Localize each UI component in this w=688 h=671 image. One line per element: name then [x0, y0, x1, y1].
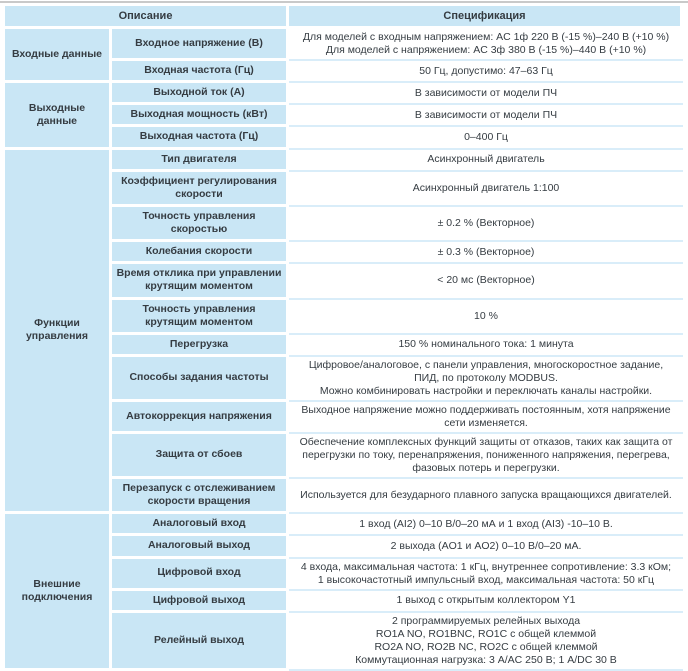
value-line: сети изменяется. — [444, 416, 528, 429]
value-line: 0–400 Гц — [464, 130, 508, 143]
param-name-cell: Входная частота (Гц) — [112, 61, 289, 83]
page-top-divider — [0, 1, 688, 3]
spec-value-cell — [289, 83, 683, 105]
group-cell-control-functions: Функции управления — [5, 150, 112, 515]
value-line: ПИД, по протоколу MODBUS. — [414, 371, 558, 384]
specification-table — [5, 6, 683, 671]
value-line: ± 0.2 % (Векторное) — [437, 217, 535, 230]
spec-value-cell — [289, 434, 683, 479]
value-line: В зависимости от модели ПЧ — [414, 86, 558, 99]
value-line: Коммутационная нагрузка: 3 А/AC 250 В; 1 А/DC 30 В — [355, 653, 617, 666]
value-line: RO2A NO, RO2B NC, RO2C с общей клеммой — [374, 640, 598, 653]
value-line: 50 Гц, допустимо: 47–63 Гц — [419, 64, 553, 77]
param-name-cell: Тип двигателя — [112, 150, 289, 172]
value-line: RO1A NO, RO1BNC, RO1C с общей клеммой — [375, 627, 597, 640]
param-name-cell: Автокоррекция напряжения — [112, 402, 289, 434]
param-name-cell: Колебания скорости — [112, 242, 289, 264]
spec-value-cell — [289, 335, 683, 357]
value-line: 1 высокочастотный импульсный вход, максимальная частота: 50 кГц — [317, 573, 655, 586]
param-name-cell: Входное напряжение (В) — [112, 29, 289, 61]
param-name-cell: Точность управления крутящим моментом — [112, 300, 289, 335]
header-row — [5, 6, 683, 29]
spec-value-cell — [289, 559, 683, 591]
value-line: Цифровое/аналоговое, с панели управления, многоскоростное задание, — [308, 358, 664, 371]
param-name-cell: Цифровой выход — [112, 591, 289, 613]
value-line: Асинхронный двигатель — [427, 153, 545, 166]
value-line: Выходное напряжение можно поддерживать постоянным, хотя напряжение — [301, 403, 671, 416]
table-row — [5, 514, 683, 536]
spec-value-cell — [289, 357, 683, 402]
group-cell-output-data: Выходные данные — [5, 83, 112, 149]
spec-value-cell — [289, 207, 683, 242]
param-name-cell: Аналоговый выход — [112, 536, 289, 558]
param-name-cell: Коэффициент регулирования скорости — [112, 172, 289, 207]
value-line: В зависимости от модели ПЧ — [414, 108, 558, 121]
column-header-description: Описание — [5, 6, 289, 29]
value-line: 10 % — [474, 309, 498, 322]
table-row — [5, 29, 683, 61]
spec-value-cell — [289, 150, 683, 172]
value-line: 2 выхода (AO1 и AO2) 0–10 В/0–20 мА. — [390, 539, 582, 552]
param-name-cell: Точность управления скоростью — [112, 207, 289, 242]
spec-value-cell — [289, 536, 683, 558]
table-row — [5, 83, 683, 105]
param-name-cell: Выходная мощность (кВт) — [112, 105, 289, 127]
value-line: 2 программируемых релейных выхода — [391, 614, 581, 627]
value-line: < 20 мс (Векторное) — [437, 274, 535, 287]
spec-value-cell — [289, 172, 683, 207]
param-name-cell: Перезапуск с отслеживанием скорости вращения — [112, 479, 289, 514]
value-line: Для моделей с входным напряжением: AC 1ф 220 В (-15 %)–240 В (+10 %) — [302, 31, 670, 43]
spec-value-cell — [289, 300, 683, 335]
param-name-cell: Выходная частота (Гц) — [112, 127, 289, 149]
value-line: Обеспечение комплексных функций защиты от отказов, таких как защита от — [299, 435, 673, 448]
value-line: ± 0.3 % (Векторное) — [437, 245, 535, 258]
param-name-cell: Защита от сбоев — [112, 434, 289, 479]
spec-value-cell — [289, 242, 683, 264]
spec-value-cell — [289, 479, 683, 514]
spec-value-cell — [289, 127, 683, 149]
spec-value-cell — [289, 591, 683, 613]
spec-value-cell — [289, 61, 683, 83]
param-name-cell: Выходной ток (А) — [112, 83, 289, 105]
param-name-cell: Аналоговый вход — [112, 514, 289, 536]
param-name-cell: Время отклика при управлении крутящим моментом — [112, 264, 289, 299]
value-line: Можно комбинировать настройки и переключать каналы настройки. — [319, 384, 653, 397]
spec-value-cell — [289, 264, 683, 299]
param-name-cell: Релейный выход — [112, 613, 289, 671]
spec-value-cell — [289, 29, 683, 61]
group-cell-input-data: Входные данные — [5, 29, 112, 83]
spec-value-cell — [289, 105, 683, 127]
value-line: Для моделей с напряжением: AC 3ф 380 В (-15 %)–440 В (+10 %) — [325, 44, 647, 57]
group-cell-external-connections: Внешние подключения — [5, 514, 112, 670]
value-line: 4 входа, максимальная частота: 1 кГц, внутреннее сопротивление: 3.3 кОм; — [300, 560, 672, 573]
value-line: фазовых потерь и перегрузки. — [412, 462, 560, 475]
value-line: 150 % номинального тока: 1 минута — [398, 338, 574, 351]
spec-value-cell — [289, 514, 683, 536]
param-name-cell: Цифровой вход — [112, 559, 289, 591]
value-line: Используется для безударного плавного запуска вращающихся двигателей. — [300, 489, 672, 502]
value-line: 1 выход с открытым коллектором Y1 — [396, 594, 576, 607]
column-header-specification: Спецификация — [289, 6, 683, 29]
spec-value-cell — [289, 613, 683, 671]
value-line: 1 вход (AI2) 0–10 В/0–20 мА и 1 вход (AI3) -10–10 В. — [359, 517, 613, 530]
param-name-cell: Перегрузка — [112, 335, 289, 357]
param-name-cell: Способы задания частоты — [112, 357, 289, 402]
spec-value-cell — [289, 402, 683, 434]
value-line: перегрузки по току, перенапряжения, пониженного напряжения, перегрева, — [302, 449, 670, 461]
table-row — [5, 150, 683, 172]
value-line: Асинхронный двигатель 1:100 — [412, 181, 560, 194]
